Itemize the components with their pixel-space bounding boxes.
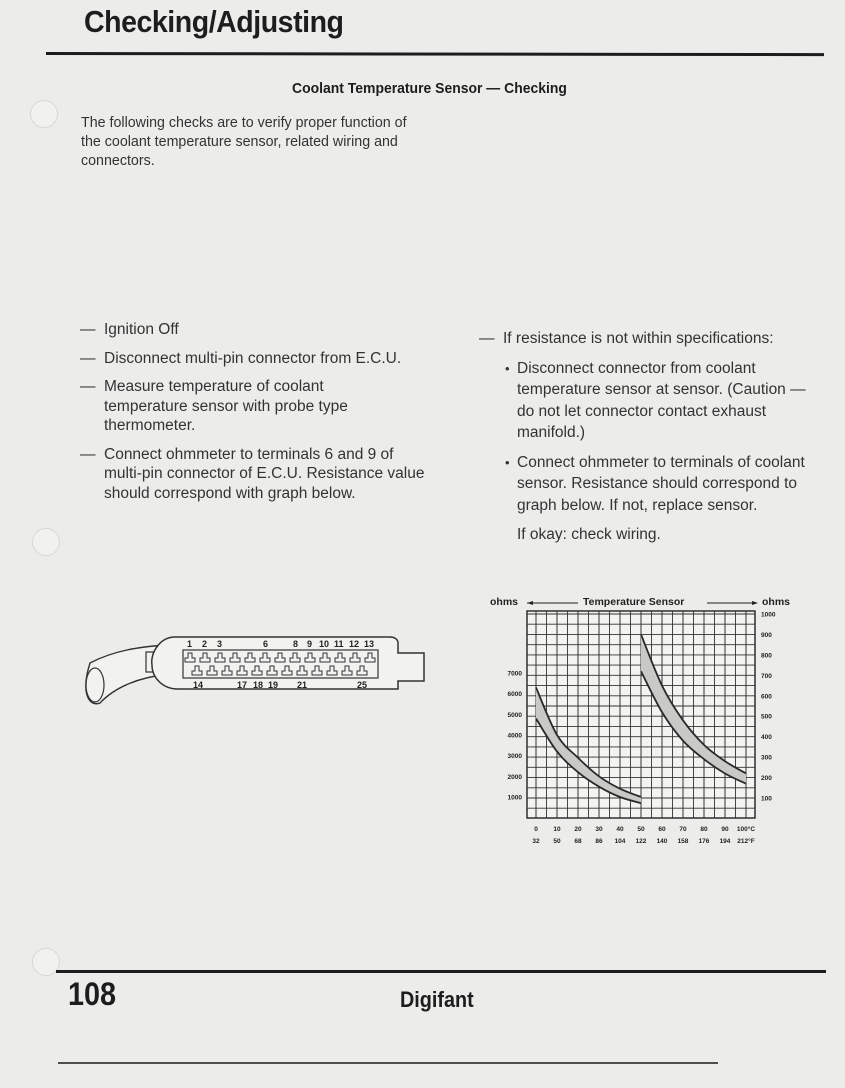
binder-hole xyxy=(32,528,60,556)
x-tick-fahrenheit: 194 xyxy=(719,838,731,845)
bottom-edge-rule xyxy=(58,1062,718,1064)
arrow-left-icon xyxy=(527,601,533,605)
x-tick-celsius: 50 xyxy=(637,826,645,833)
dash-marker: — xyxy=(80,378,96,395)
footer-title: Digifant xyxy=(400,987,474,1012)
y-right-tick: 400 xyxy=(761,734,772,742)
pin-label: 13 xyxy=(364,639,375,649)
page-title: Checking/Adjusting xyxy=(84,4,344,39)
pin-label: 3 xyxy=(217,639,223,649)
intro-paragraph: The following checks are to verify proper function of the coolant temperature sensor, related wiring and connectors. xyxy=(81,114,407,169)
bullet-text: Disconnect connector from coolant temperature sensor at sensor. (Caution — do not let connector contact exhaust manifold.) xyxy=(517,359,806,441)
pin-label: 2 xyxy=(202,639,208,649)
right-axis-label: ohms xyxy=(762,596,791,608)
y-right-tick: 600 xyxy=(761,693,772,701)
step-item xyxy=(80,377,460,436)
pin-label: 12 xyxy=(349,639,360,649)
y-left-tick: 7000 xyxy=(507,670,522,678)
x-tick-fahrenheit: 104 xyxy=(614,838,626,845)
step-text: Measure temperature of coolant temperature sensor with probe type thermometer. xyxy=(104,378,348,434)
y-right-tick: 800 xyxy=(761,652,772,660)
y-left-tick: 3000 xyxy=(507,753,522,761)
step-text: Connect ohmmeter to terminals 6 and 9 of multi-pin connector of E.C.U. Resistance value should correspond with graph below. xyxy=(104,445,425,502)
y-right-tick: 300 xyxy=(761,754,772,762)
x-tick-fahrenheit: 140 xyxy=(656,838,668,845)
pin-label: 9 xyxy=(307,639,313,649)
x-tick-fahrenheit: 158 xyxy=(677,838,689,845)
step-text: Disconnect multi-pin connector from E.C.U. xyxy=(104,349,402,367)
pin-label: 18 xyxy=(253,680,264,690)
x-tick-celsius: 10 xyxy=(553,826,561,833)
bullet-item xyxy=(505,452,829,517)
pin-label: 10 xyxy=(319,639,330,649)
arrow-right-icon xyxy=(752,601,758,605)
y-right-tick: 200 xyxy=(761,775,772,783)
y-left-tick: 5000 xyxy=(507,711,522,719)
bullet-marker: • xyxy=(505,454,510,470)
okay-note: If okay: check wiring. xyxy=(517,526,661,543)
x-tick-celsius: 20 xyxy=(574,826,582,833)
binder-hole xyxy=(30,100,58,128)
x-tick-fahrenheit: 50 xyxy=(553,838,561,845)
dash-marker: — xyxy=(479,330,495,347)
temperature-sensor-chart xyxy=(480,590,810,855)
y-left-tick: 2000 xyxy=(507,773,522,781)
header-rule xyxy=(46,52,824,56)
left-step-list xyxy=(80,320,460,512)
y-right-tick: 900 xyxy=(761,631,772,639)
pin-label: 6 xyxy=(263,639,269,649)
x-tick-fahrenheit: 122 xyxy=(635,838,647,845)
y-right-tick: 700 xyxy=(761,672,772,680)
step-item xyxy=(479,328,829,350)
y-left-tick: 6000 xyxy=(507,691,522,699)
step-item xyxy=(80,349,460,369)
x-tick-fahrenheit: 68 xyxy=(574,838,582,845)
step-item xyxy=(80,445,460,504)
pin-label: 14 xyxy=(193,680,204,690)
x-tick-celsius: 70 xyxy=(679,826,687,833)
y-right-tick: 100 xyxy=(761,795,772,803)
pin-label: 8 xyxy=(293,639,299,649)
x-tick-celsius: 100°C xyxy=(736,826,756,833)
x-tick-fahrenheit: 176 xyxy=(698,838,710,845)
right-step-list xyxy=(479,328,829,546)
x-tick-fahrenheit: 212°F xyxy=(737,838,755,845)
pin-label: 21 xyxy=(297,680,308,690)
y-right-tick: 500 xyxy=(761,713,772,721)
dash-marker: — xyxy=(80,321,96,338)
dash-marker: — xyxy=(80,349,96,367)
step-text: If resistance is not within specifications: xyxy=(503,330,774,347)
x-tick-celsius: 40 xyxy=(616,826,624,833)
x-tick-celsius: 90 xyxy=(721,826,729,833)
connector-diagram xyxy=(60,625,450,715)
bullet-marker: • xyxy=(505,360,510,376)
x-tick-fahrenheit: 86 xyxy=(595,838,603,845)
step-item xyxy=(80,320,460,340)
y-left-tick: 1000 xyxy=(507,794,522,802)
x-tick-celsius: 80 xyxy=(700,826,708,833)
y-right-tick: 1000 xyxy=(761,611,776,619)
pin-label: 17 xyxy=(237,680,248,690)
section-title: Coolant Temperature Sensor — Checking xyxy=(292,80,567,97)
pin-label: 1 xyxy=(187,639,193,649)
pin-label: 19 xyxy=(268,680,279,690)
page-number: 108 xyxy=(68,976,117,1012)
footer-rule xyxy=(56,970,826,973)
step-text: Ignition Off xyxy=(104,321,179,338)
x-tick-celsius: 0 xyxy=(534,826,538,833)
x-tick-celsius: 30 xyxy=(595,826,603,833)
dash-marker: — xyxy=(80,445,96,463)
x-tick-fahrenheit: 32 xyxy=(532,838,540,845)
y-left-tick: 4000 xyxy=(507,732,522,740)
pin-label: 25 xyxy=(357,680,368,690)
left-axis-label: ohms xyxy=(490,596,519,608)
bullet-item xyxy=(505,358,829,444)
x-tick-celsius: 60 xyxy=(658,826,666,833)
bullet-text: Connect ohmmeter to terminals of coolant sensor. Resistance should correspond to graph below. If not, replace sensor. xyxy=(517,453,805,514)
pin-label: 11 xyxy=(334,639,344,649)
chart-title: Temperature Sensor xyxy=(583,596,685,608)
